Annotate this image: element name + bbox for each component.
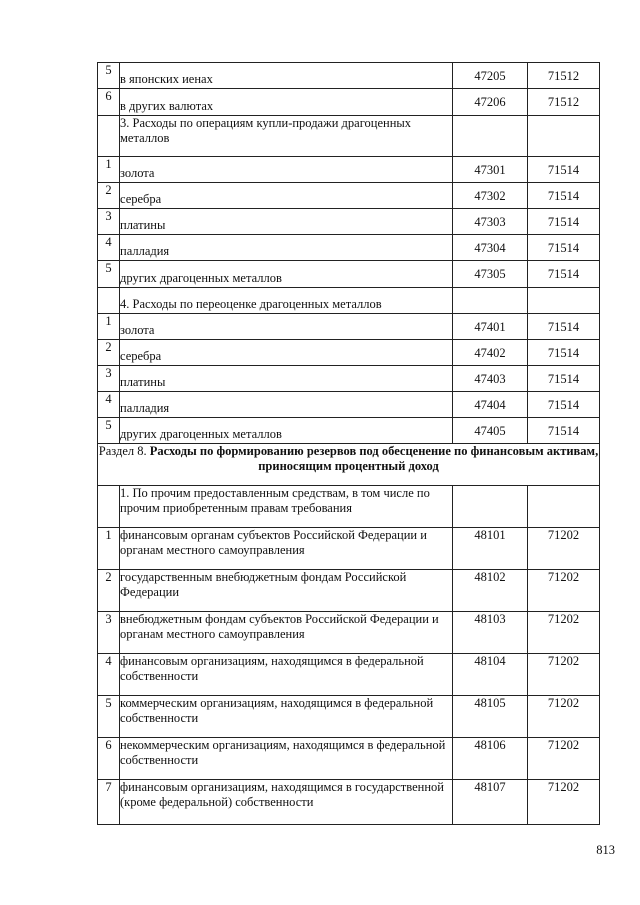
row-code: 48106 <box>453 738 528 780</box>
row-number: 2 <box>98 183 120 209</box>
table-row <box>98 235 600 261</box>
row-number: 5 <box>98 63 120 89</box>
row-code: 48103 <box>453 612 528 654</box>
row-code: 48105 <box>453 696 528 738</box>
row-name: серебра <box>120 183 453 209</box>
row-name: платины <box>120 366 453 392</box>
row-name: других драгоценных металлов <box>120 261 453 288</box>
table-row <box>98 209 600 235</box>
row-symbol: 71202 <box>528 738 600 780</box>
row-symbol: 71202 <box>528 654 600 696</box>
row-code: 48102 <box>453 570 528 612</box>
accounts-table <box>97 62 600 825</box>
table-row <box>98 261 600 288</box>
table-row <box>98 570 600 612</box>
row-symbol: 71202 <box>528 696 600 738</box>
row-symbol: 71514 <box>528 235 600 261</box>
row-name: коммерческим организациям, находящимся в федеральной собственности <box>120 696 453 738</box>
row-symbol: 71514 <box>528 418 600 444</box>
row-code: 48104 <box>453 654 528 696</box>
row-symbol: 71514 <box>528 366 600 392</box>
row-symbol: 71512 <box>528 89 600 116</box>
row-symbol: 71514 <box>528 261 600 288</box>
section-heading-row <box>98 444 600 486</box>
table-row <box>98 528 600 570</box>
row-number: 4 <box>98 392 120 418</box>
table-row <box>98 696 600 738</box>
row-number: 1 <box>98 157 120 183</box>
subheading-row <box>98 116 600 157</box>
table-row <box>98 340 600 366</box>
row-number: 3 <box>98 366 120 392</box>
table-row <box>98 418 600 444</box>
row-code: 47402 <box>453 340 528 366</box>
row-name: серебра <box>120 340 453 366</box>
row-code: 48107 <box>453 780 528 825</box>
table-row <box>98 63 600 89</box>
table-row <box>98 780 600 825</box>
table-row <box>98 654 600 696</box>
row-name: платины <box>120 209 453 235</box>
subheading-row <box>98 486 600 528</box>
row-symbol: 71202 <box>528 780 600 825</box>
row-code: 47302 <box>453 183 528 209</box>
subheading-8-1: 1. По прочим предоставленным средствам, в том числе по прочим приобретенным правам требования <box>120 486 453 528</box>
row-name: в японских иенах <box>120 63 453 89</box>
row-number: 2 <box>98 570 120 612</box>
row-name: финансовым организациям, находящимся в федеральной собственности <box>120 654 453 696</box>
row-name: в других валютах <box>120 89 453 116</box>
row-code: 47305 <box>453 261 528 288</box>
subheading-4: 4. Расходы по переоценке драгоценных металлов <box>120 288 453 314</box>
row-number: 3 <box>98 209 120 235</box>
row-name: некоммерческим организациям, находящимся в федеральной собственности <box>120 738 453 780</box>
row-name: палладия <box>120 392 453 418</box>
row-symbol: 71202 <box>528 528 600 570</box>
row-code: 47405 <box>453 418 528 444</box>
table-row <box>98 366 600 392</box>
row-code: 47301 <box>453 157 528 183</box>
table-row <box>98 89 600 116</box>
row-number: 1 <box>98 528 120 570</box>
page-number: 813 <box>596 843 615 857</box>
row-symbol: 71514 <box>528 157 600 183</box>
table-row <box>98 612 600 654</box>
row-name: финансовым органам субъектов Российской Федерации и органам местного самоуправления <box>120 528 453 570</box>
row-code: 47206 <box>453 89 528 116</box>
row-number: 6 <box>98 89 120 116</box>
table-row <box>98 157 600 183</box>
row-name: других драгоценных металлов <box>120 418 453 444</box>
subheading-row <box>98 288 600 314</box>
section-prefix: Раздел 8. <box>98 444 147 458</box>
row-number: 5 <box>98 696 120 738</box>
row-number: 5 <box>98 261 120 288</box>
row-symbol: 71202 <box>528 570 600 612</box>
table-row <box>98 183 600 209</box>
row-name: палладия <box>120 235 453 261</box>
subheading-3: 3. Расходы по операциям купли-продажи драгоценных металлов <box>120 116 453 157</box>
row-symbol: 71514 <box>528 392 600 418</box>
row-code: 47205 <box>453 63 528 89</box>
row-symbol: 71514 <box>528 209 600 235</box>
row-name: внебюджетным фондам субъектов Российской Федерации и органам местного самоуправления <box>120 612 453 654</box>
row-symbol: 71514 <box>528 340 600 366</box>
row-symbol: 71202 <box>528 612 600 654</box>
row-number: 1 <box>98 314 120 340</box>
row-code: 48101 <box>453 528 528 570</box>
row-code: 47403 <box>453 366 528 392</box>
section-title: Расходы по формированию резервов под обесценение по финансовым активам, приносящим процентный доход <box>149 444 599 473</box>
row-number: 7 <box>98 780 120 825</box>
row-code: 47303 <box>453 209 528 235</box>
row-name: золота <box>120 314 453 340</box>
row-name: золота <box>120 157 453 183</box>
row-symbol: 71514 <box>528 183 600 209</box>
row-symbol: 71512 <box>528 63 600 89</box>
table-row <box>98 392 600 418</box>
row-code: 47404 <box>453 392 528 418</box>
row-number: 6 <box>98 738 120 780</box>
table-row <box>98 314 600 340</box>
row-symbol: 71514 <box>528 314 600 340</box>
row-code: 47401 <box>453 314 528 340</box>
row-number: 4 <box>98 654 120 696</box>
section-8-heading <box>98 444 600 486</box>
row-name: финансовым организациям, находящимся в государственной (кроме федеральной) собственности <box>120 780 453 825</box>
row-name: государственным внебюджетным фондам Российской Федерации <box>120 570 453 612</box>
row-number: 5 <box>98 418 120 444</box>
row-code: 47304 <box>453 235 528 261</box>
row-number: 3 <box>98 612 120 654</box>
row-number: 2 <box>98 340 120 366</box>
row-number: 4 <box>98 235 120 261</box>
table-row <box>98 738 600 780</box>
